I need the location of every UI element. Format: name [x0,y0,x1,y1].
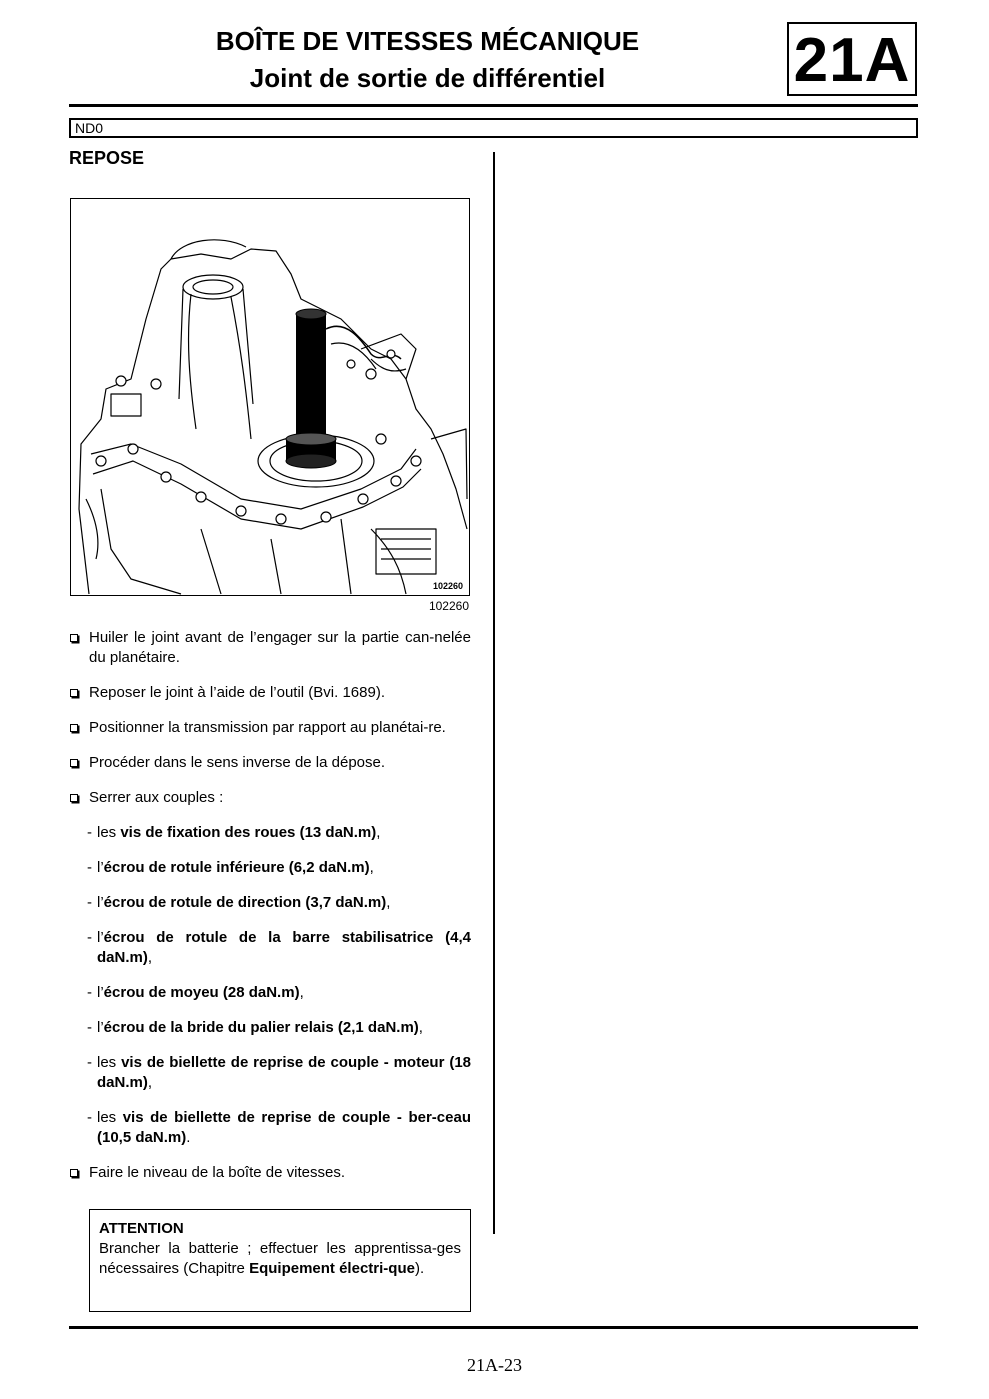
step-text-bold: écrou de moyeu (28 daN.m) [103,984,300,1001]
checkbox-bullet-icon [70,724,78,732]
dash-bullet: - [87,1109,92,1126]
checkbox-bullet-icon [70,759,78,767]
step-text: , [418,1019,423,1036]
step-text: les [97,1109,123,1126]
step-text-bold: vis de biellette de reprise de couple - ber-ceau (10,5 daN.m) [97,1109,471,1146]
procedure-step [69,1163,471,1183]
checkbox-bullet-icon [70,634,78,642]
checkbox-bullet-icon [70,1169,78,1177]
attention-text-end: ). [414,1260,425,1277]
document-subtitle: Joint de sortie de différentiel [249,63,606,93]
procedure-step [69,788,471,808]
figure-reference: 102260 [428,599,469,613]
torque-spec-item [69,858,471,878]
step-text: , [376,824,381,841]
procedure-step [69,718,471,738]
dash-bullet: - [87,894,92,911]
torque-spec-item [69,1108,471,1148]
step-text: l’ [97,859,104,876]
page-number: 21A-23 [467,1355,522,1375]
gearbox-drawing [71,199,469,595]
step-text: Huiler le joint avant de l’engager sur la partie can-nelée du planétaire. [89,629,471,666]
dash-bullet: - [87,984,92,1001]
step-text-bold: écrou de rotule inférieure (6,2 daN.m) [103,859,370,876]
procedure-step [69,683,471,703]
step-text: les [97,1054,122,1071]
step-text: Reposer le joint à l’aide de l’outil (Bvi. 1689). [89,684,385,701]
gearbox-illustration [70,198,470,596]
step-text: , [299,984,304,1001]
dash-bullet: - [87,929,92,946]
step-text: Serrer aux couples : [89,789,224,806]
step-text: . [186,1129,191,1146]
procedure-steps [69,628,471,1198]
footer-rule [69,1326,918,1329]
dash-bullet: - [87,1054,92,1071]
step-text-bold: vis de fixation des roues (13 daN.m) [120,824,377,841]
torque-spec-item [69,983,471,1003]
step-text: , [147,949,153,966]
attention-text [99,1239,461,1279]
step-text-bold: vis de biellette de reprise de couple - moteur (18 daN.m) [97,1054,472,1091]
step-text: les [97,824,121,841]
step-text-bold: écrou de rotule de la barre stabilisatrice (4,4 daN.m) [97,929,471,966]
dash-bullet: - [87,824,92,841]
chapter-code-badge: 21A [787,22,917,96]
dash-bullet: - [87,1019,92,1036]
checkbox-bullet-icon [70,689,78,697]
step-text: Positionner la transmission par rapport au planétai-re. [89,719,446,736]
torque-spec-item [69,823,471,843]
step-text: Faire le niveau de la boîte de vitesses. [89,1164,345,1181]
step-text-bold: écrou de la bride du palier relais (2,1 daN.m) [103,1019,419,1036]
vehicle-code-bar: ND0 [69,118,918,138]
torque-spec-item [69,893,471,913]
step-text: l’ [97,984,104,1001]
torque-spec-item [69,1018,471,1038]
attention-box [89,1209,471,1312]
attention-chapter-ref: Equipement électri-que [249,1260,415,1277]
step-text: , [386,894,391,911]
procedure-step [69,628,471,668]
torque-spec-item [69,1053,471,1093]
column-divider [493,152,495,1234]
checkbox-bullet-icon [70,794,78,802]
step-text: , [369,859,374,876]
step-text: l’ [97,929,104,946]
step-text-bold: écrou de rotule de direction (3,7 daN.m) [103,894,387,911]
procedure-step [69,753,471,773]
step-text: l’ [97,1019,104,1036]
step-text: Procéder dans le sens inverse de la dépose. [89,754,386,771]
figure-inner-ref: 102260 [432,581,463,591]
dash-bullet: - [87,859,92,876]
document-title: BOÎTE DE VITESSES MÉCANIQUE [215,26,640,56]
step-text: , [147,1074,153,1091]
attention-text-start: Brancher la batterie ; effectuer les apprentissa-ges nécessaires (Chapitre [99,1240,461,1277]
torque-spec-item [69,928,471,968]
step-text: l’ [97,894,104,911]
attention-title: ATTENTION [99,1220,184,1237]
header-rule [69,104,918,107]
section-heading: REPOSE [69,148,145,168]
